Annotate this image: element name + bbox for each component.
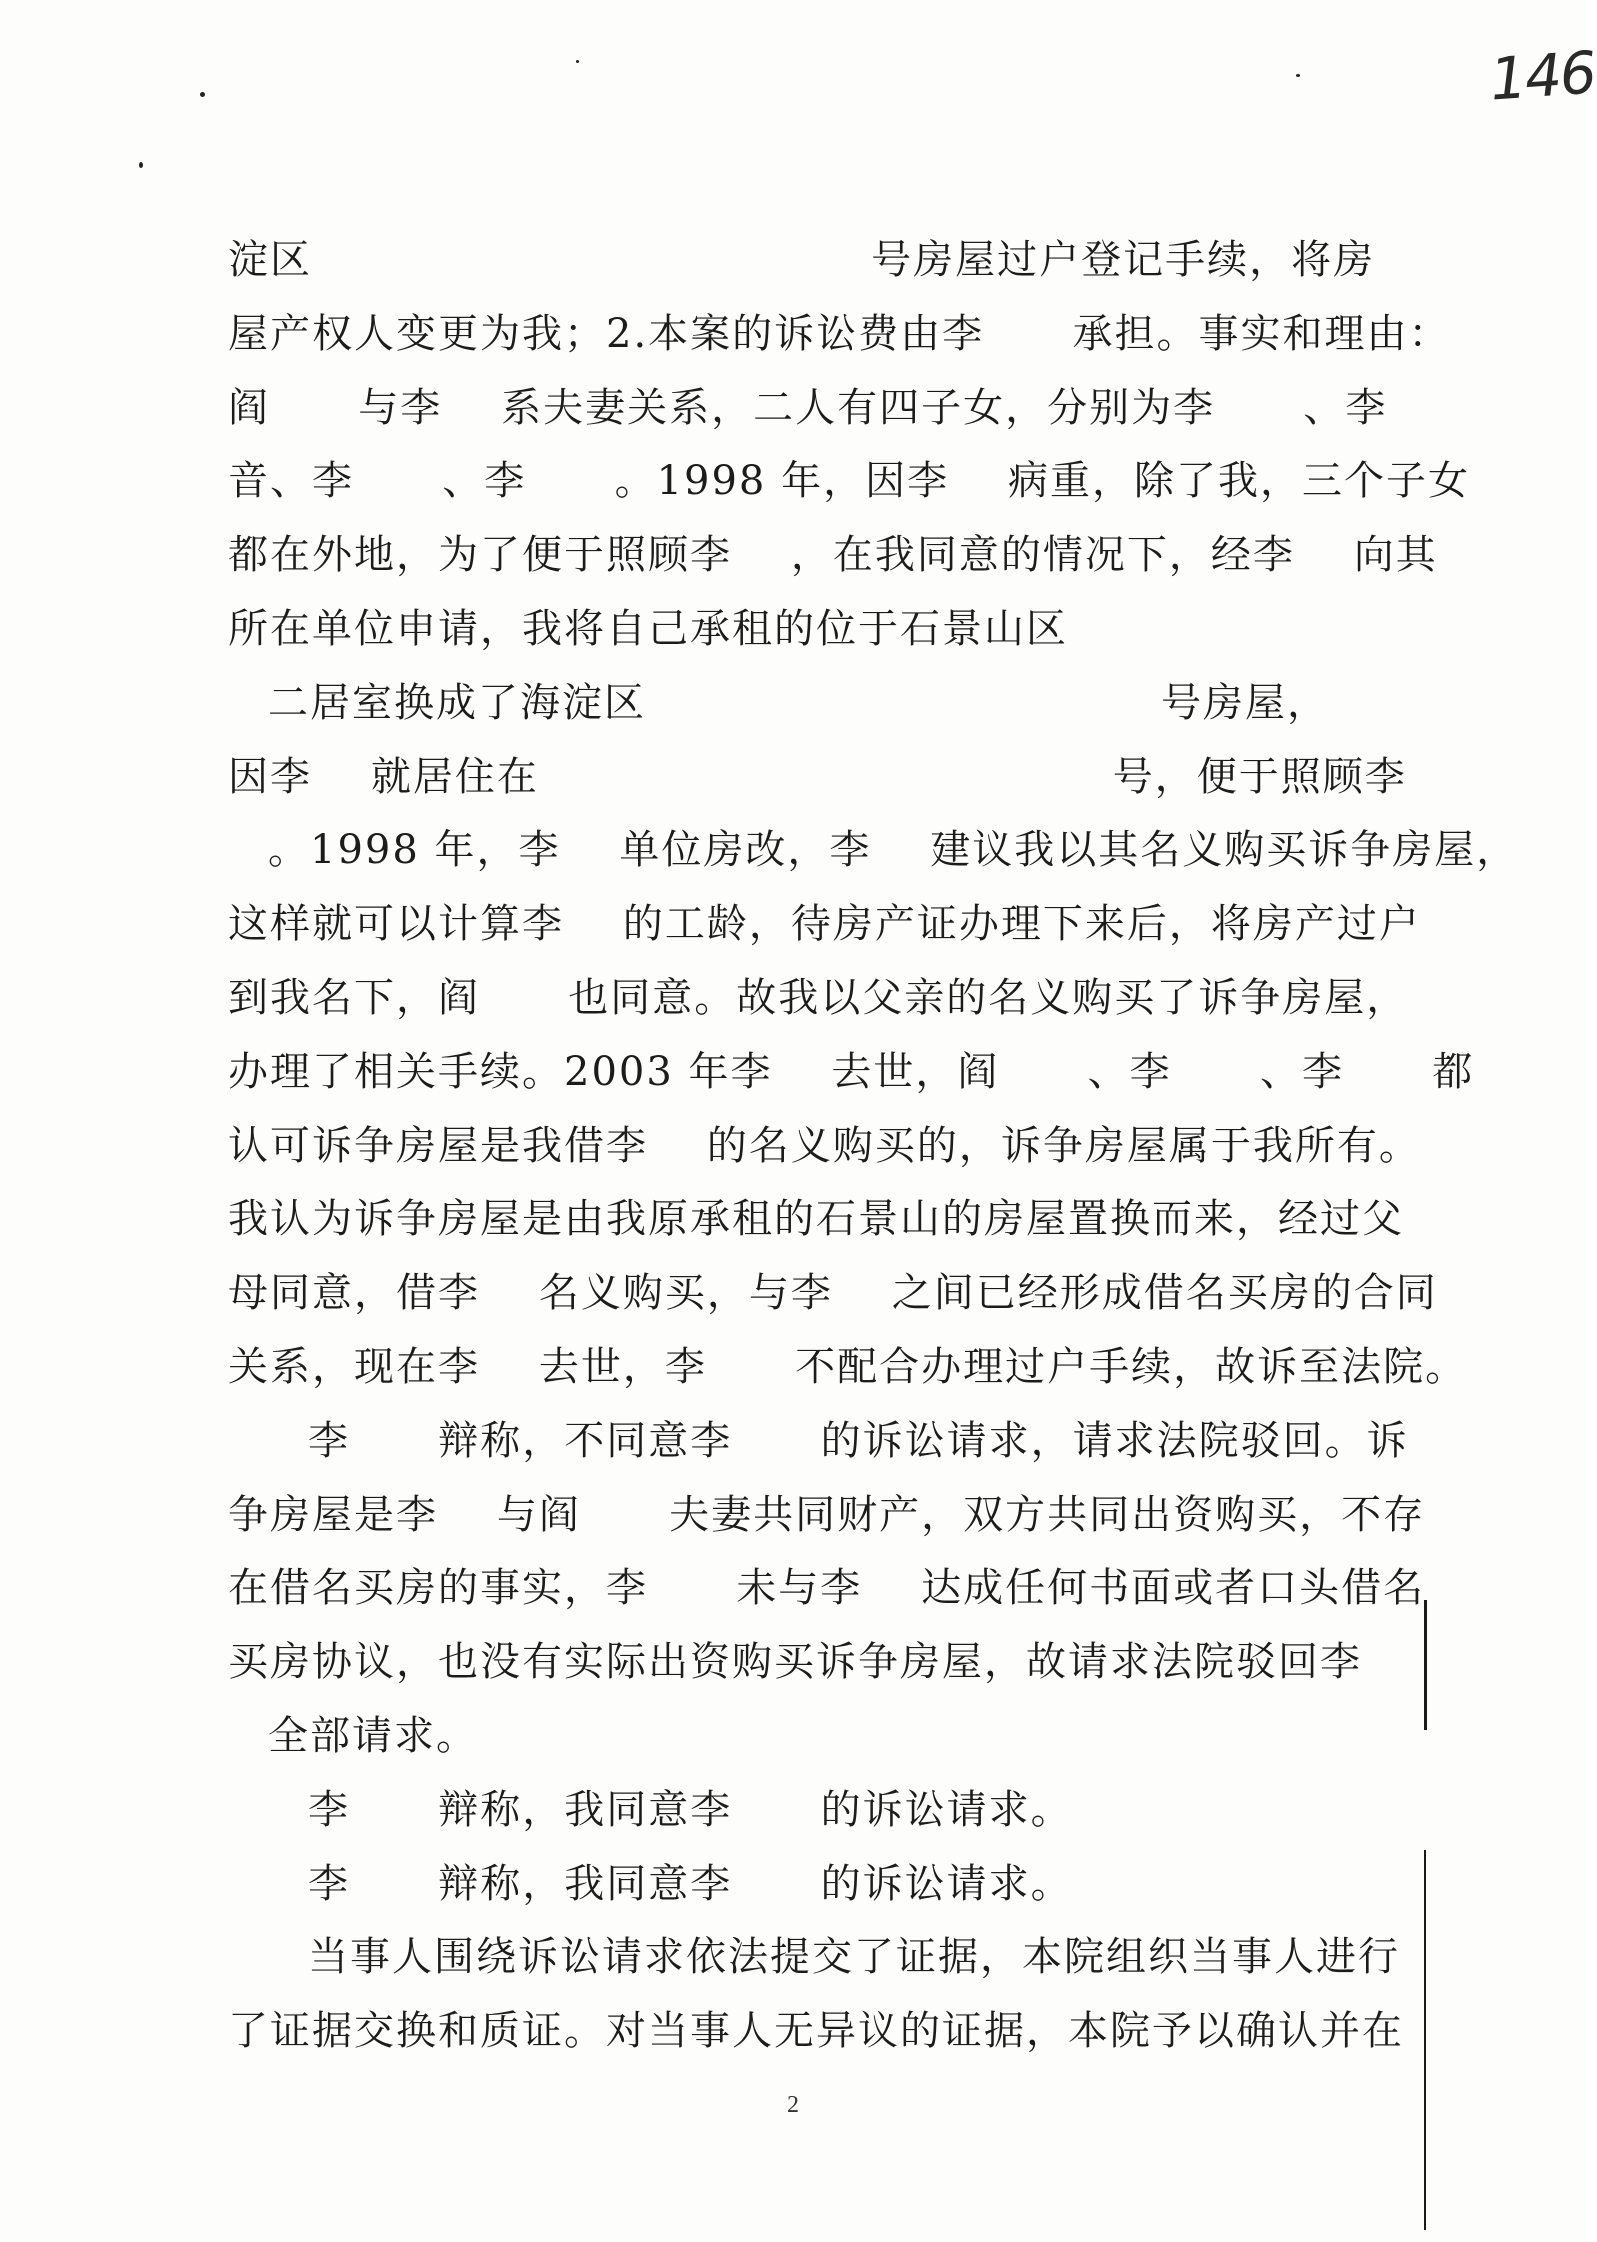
page-number: 2 bbox=[787, 2092, 799, 2118]
scan-speck bbox=[1296, 74, 1300, 77]
text-line: 我认为诉争房屋是由我原承租的石景山的房屋置换而来，经过父 bbox=[228, 1196, 1404, 1243]
text-line: 李 辩称，我同意李 的诉讼请求。 bbox=[308, 1786, 1073, 1833]
text-line: 。1998 年，李 单位房改，李 建议我以其名义购买诉争房屋， bbox=[268, 827, 1519, 874]
text-line: 都在外地，为了便于照顾李 ，在我同意的情况下，经李 向其 bbox=[228, 532, 1438, 579]
text-line: 所在单位申请，我将自己承租的位于石景山区 bbox=[228, 605, 1068, 652]
text-line: 当事人围绕诉讼请求依法提交了证据，本院组织当事人进行 bbox=[308, 1934, 1400, 1981]
text-line: 音、李 、李 。1998 年，因李 病重，除了我，三个子女 bbox=[228, 458, 1470, 505]
text-line: 到我名下，阎 也同意。故我以父亲的名义购买了诉争房屋， bbox=[228, 974, 1409, 1021]
text-line: 买房协议，也没有实际出资购买诉争房屋，故请求法院驳回李 bbox=[228, 1639, 1362, 1686]
text-line: 关系，现在李 去世，李 不配合办理过户手续，故诉至法院。 bbox=[228, 1343, 1468, 1390]
text-line: 屋产权人变更为我；2.本案的诉讼费由李 承担。事实和理由： bbox=[228, 310, 1451, 357]
text-line: 在借名买房的事实，李 未与李 达成任何书面或者口头借名 bbox=[228, 1565, 1426, 1612]
text-line: 这样就可以计算李 的工龄，待房产证办理下来后，将房产过户 bbox=[228, 901, 1421, 948]
text-line: 全部请求。 bbox=[268, 1712, 478, 1759]
text-line: 办理了相关手续。2003 年李 去世，阎 、李 、李 都 bbox=[228, 1048, 1475, 1095]
text-line: 母同意，借李 名义购买，与李 之间已经形成借名买房的合同 bbox=[228, 1270, 1438, 1317]
text-line: 了证据交换和质证。对当事人无异议的证据，本院予以确认并在 bbox=[228, 2008, 1404, 2055]
scan-speck bbox=[139, 162, 143, 168]
text-line: 认可诉争房屋是我借李 的名义购买的，诉争房屋属于我所有。 bbox=[228, 1122, 1421, 1169]
text-line: 阎 与李 系夫妻关系，二人有四子女，分别为李 、李 bbox=[228, 384, 1388, 431]
handwritten-page-number: 146 bbox=[1487, 38, 1597, 114]
text-line: 争房屋是李 与阎 夫妻共同财产，双方共同出资购买，不存 bbox=[228, 1491, 1426, 1538]
document-body bbox=[228, 224, 1519, 2069]
text-line: 李 辩称，我同意李 的诉讼请求。 bbox=[308, 1860, 1073, 1907]
text-line: 李 辩称，不同意李 的诉讼请求，请求法院驳回。诉 bbox=[308, 1417, 1409, 1464]
text-line: 因李 就居住在 号，便于照顾李 bbox=[228, 753, 1407, 800]
text-line: 淀区 号房屋过户登记手续，将房 bbox=[228, 237, 1376, 283]
scan-speck bbox=[200, 92, 205, 97]
text-line: 二居室换成了海淀区 号房屋， bbox=[268, 679, 1330, 726]
scan-speck bbox=[576, 60, 579, 63]
